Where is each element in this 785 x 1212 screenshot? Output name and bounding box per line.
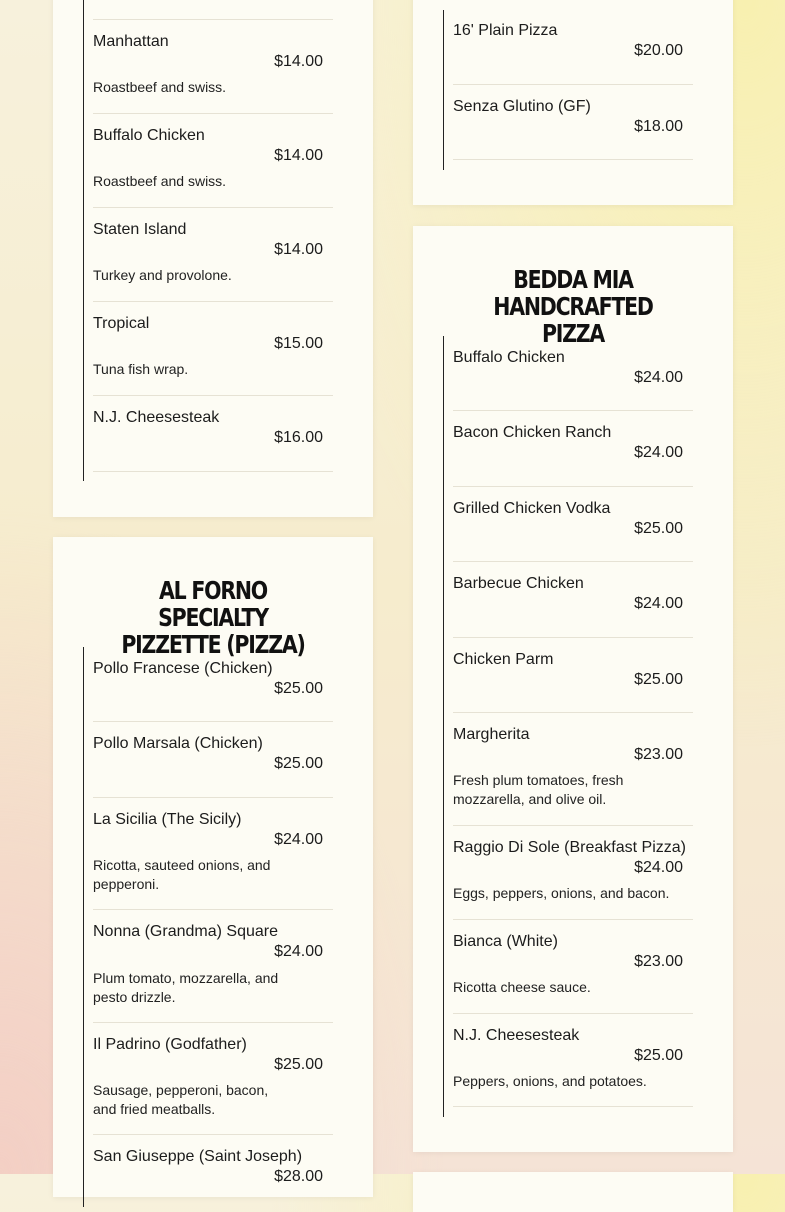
item-price: $14.00 [274,241,323,258]
item-price: $24.00 [634,369,683,386]
item-name: Manhattan [93,33,169,50]
item-name: N.J. Cheesesteak [93,409,220,426]
item-price: $25.00 [634,671,683,688]
item-price: $25.00 [274,755,323,772]
item-price: $25.00 [634,1047,683,1064]
menu-card-next [413,1172,733,1212]
item-name: Staten Island [93,221,187,238]
item-name: 16' Plain Pizza [453,22,558,39]
menu-card-bedda-mia [413,226,733,1152]
item-name: Chicken Parm [453,651,554,668]
menu-card-sandwiches [53,0,373,517]
item-description: Plum tomato, mozzarella, and pesto drizzle. [93,970,279,1005]
item-description: Sausage, pepperoni, bacon, and fried meatballs. [93,1082,269,1117]
item-description: Peppers, onions, and potatoes. [453,1073,647,1089]
item-description: Roastbeef and swiss. [93,79,227,95]
section-rule [443,336,444,1117]
item-description: Roastbeef and swiss. [93,173,227,189]
section-rule [83,0,84,481]
item-name: Pollo Francese (Chicken) [93,660,273,677]
section-title: BEDDA MIA HANDCRAFTED PIZZA [493,265,653,348]
item-name: Margherita [453,726,530,743]
item-price: $20.00 [634,42,683,59]
item-name: N.J. Cheesesteak [453,1027,580,1044]
section-rule [443,10,444,170]
item-price: $25.00 [274,1056,323,1073]
menu-card-plain-pizza [413,0,733,205]
item-price: $24.00 [634,595,683,612]
item-name: Raggio Di Sole (Breakfast Pizza) [453,839,686,856]
item-description: Eggs, peppers, onions, and bacon. [453,885,670,901]
section-title: AL FORNO SPECIALTY PIZZETTE (PIZZA) [121,576,305,659]
item-description: Turkey and provolone. [93,267,232,283]
item-price: $25.00 [634,520,683,537]
item-name: Buffalo Chicken [453,349,565,366]
item-price: $15.00 [274,335,323,352]
item-price: $24.00 [634,444,683,461]
item-name: Grilled Chicken Vodka [453,500,611,517]
item-price: $23.00 [634,746,683,763]
item-name: Senza Glutino (GF) [453,98,591,115]
section-rule [83,647,84,1207]
item-price: $25.00 [274,680,323,697]
item-name: Barbecue Chicken [453,575,584,592]
item-price: $14.00 [274,147,323,164]
item-price: $14.00 [274,53,323,70]
menu-card-al-forno [53,537,373,1197]
item-price: $28.00 [274,1168,323,1185]
item-description: Tuna fish wrap. [93,361,189,377]
item-name: San Giuseppe (Saint Joseph) [93,1148,303,1165]
item-name: La Sicilia (The Sicily) [93,811,242,828]
item-price: $23.00 [634,953,683,970]
item-price: $24.00 [274,943,323,960]
item-price: $18.00 [634,118,683,135]
item-name: Pollo Marsala (Chicken) [93,735,263,752]
item-description: Ricotta, sauteed onions, and pepperoni. [93,857,271,892]
item-name: Buffalo Chicken [93,127,205,144]
item-description: Fresh plum tomatoes, fresh mozzarella, and olive oil. [453,772,624,807]
item-name: Il Padrino (Godfather) [93,1036,247,1053]
item-price: $24.00 [274,831,323,848]
item-name: Nonna (Grandma) Square [93,923,278,940]
item-name: Bacon Chicken Ranch [453,424,612,441]
item-description: Ricotta cheese sauce. [453,979,591,995]
item-name: Tropical [93,315,150,332]
item-name: Bianca (White) [453,933,558,950]
item-price: $16.00 [274,429,323,446]
item-price: $24.00 [634,859,683,876]
